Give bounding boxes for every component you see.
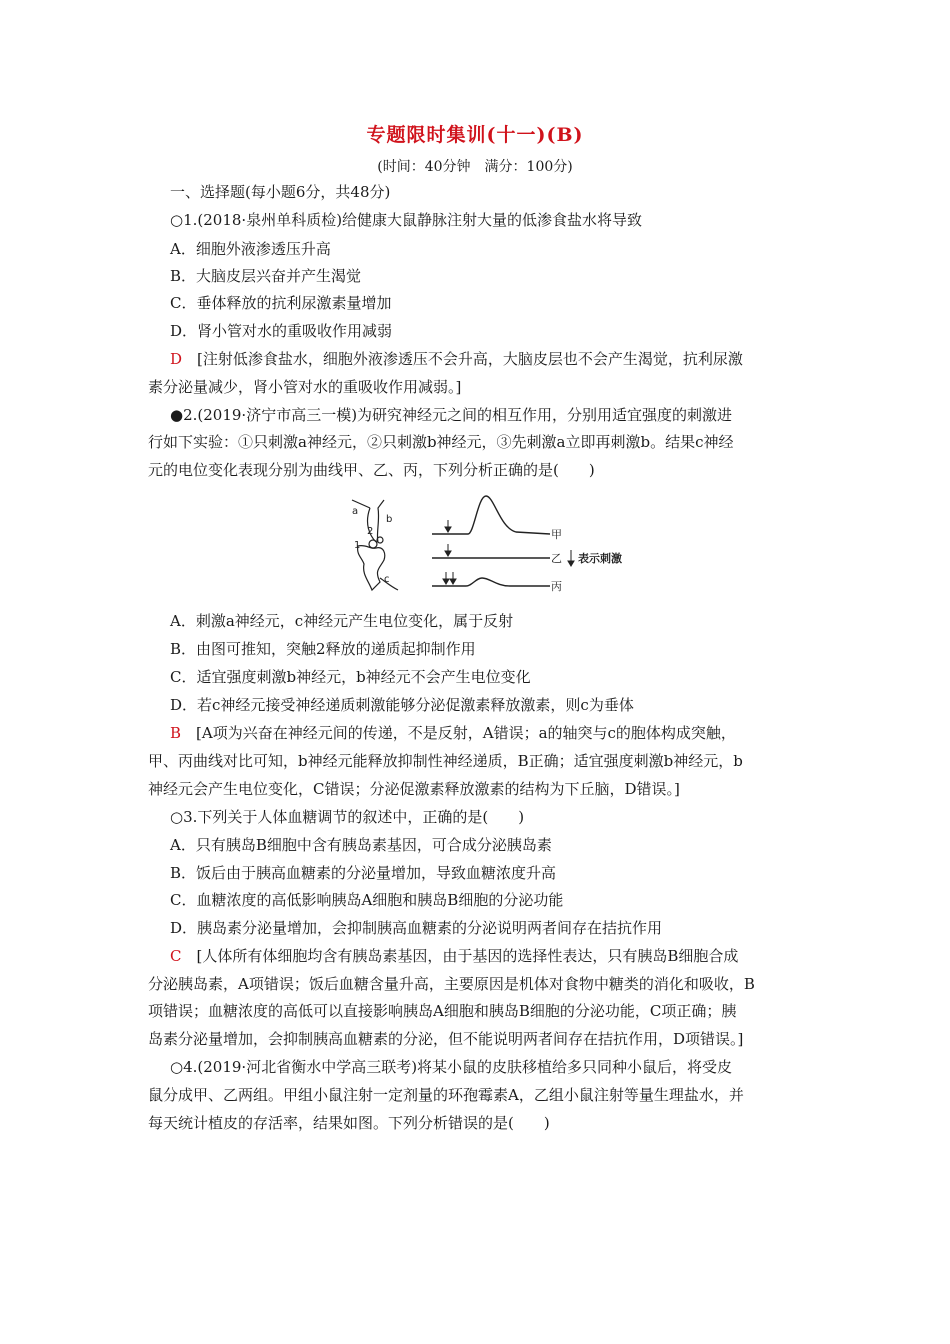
q2-option-c: C．适宜强度刺激b神经元，b神经元不会产生电位变化: [170, 668, 531, 686]
q2-option-d: D．若c神经元接受神经递质刺激能够分泌促激素释放激素，则c为垂体: [170, 696, 634, 714]
q2-explanation-line: [A项为兴奋在神经元间的传递，不是反射，A错误；a的轴突与c的胞体构成突触，: [196, 724, 736, 742]
q2-option-b: B．由图可推知，突触2释放的递质起抑制作用: [170, 640, 476, 658]
label-b: b: [386, 514, 393, 525]
q3-explanation-line: 分泌胰岛素，A项错误；饭后血糖含量升高，主要原因是机体对食物中糖类的消化和吸收，B: [148, 975, 755, 993]
curve-label-yi: 乙: [551, 552, 562, 565]
q1-option-c: C．垂体释放的抗利尿激素量增加: [170, 294, 392, 312]
page-subtitle: (时间：40分钟 满分：100分): [377, 159, 573, 175]
page-title: 专题限时集训(十一)(B): [366, 124, 584, 146]
stimulus-legend: 表示刺激: [578, 552, 622, 565]
q1-answer-letter: D: [170, 350, 183, 368]
section-heading: 一、选择题(每小题6分，共48分): [170, 183, 391, 201]
q2-option-a: A．刺激a神经元，c神经元产生电位变化，属于反射: [170, 612, 514, 630]
curve-label-bing: 丙: [551, 580, 562, 593]
q1-answer: [170, 350, 743, 368]
q3-option-d: D．胰岛素分泌量增加，会抑制胰高血糖素的分泌说明两者间存在拮抗作用: [170, 919, 663, 937]
q4-stem-line: 鼠分成甲、乙两组。甲组小鼠注射一定剂量的环孢霉素A，乙组小鼠注射等量生理盐水，并: [148, 1086, 744, 1104]
q2-explanation-line: 甲、丙曲线对比可知，b神经元能释放抑制性神经递质，B正确；适宜强度刺激b神经元，b: [148, 752, 743, 770]
q2-explanation-line: 神经元会产生电位变化，C错误；分泌促激素释放激素的结构为下丘脑，D错误。]: [148, 780, 680, 798]
q3-explanation-line: [人体所有体细胞均含有胰岛素基因，由于基因的选择性表达，只有胰岛B细胞合成: [196, 947, 739, 965]
q1-option-b: B．大脑皮层兴奋并产生渴觉: [170, 267, 362, 285]
q2-stem-line: ●2.(2019·济宁市高三一模)为研究神经元之间的相互作用，分别用适宜强度的刺激进: [170, 406, 733, 424]
q3-option-c: C．血糖浓度的高低影响胰岛A细胞和胰岛B细胞的分泌功能: [170, 891, 564, 909]
label-1: 1: [354, 540, 361, 551]
q2-stem-line: 元的电位变化表现分别为曲线甲、乙、丙，下列分析正确的是( ): [148, 461, 595, 479]
q3-explanation-line: 项错误；血糖浓度的高低可以直接影响胰岛A细胞和胰岛B细胞的分泌功能，C项正确；胰: [148, 1002, 737, 1020]
q1-explanation-line: 素分泌量减少，肾小管对水的重吸收作用减弱。]: [148, 378, 462, 396]
q3-explanation-line: 岛素分泌量增加，会抑制胰高血糖素的分泌，但不能说明两者间存在拮抗作用，D项错误。]: [148, 1030, 744, 1048]
label-2: 2: [367, 526, 374, 537]
q1-stem: ○1.(2018·泉州单科质检)给健康大鼠静脉注射大量的低渗食盐水将导致: [170, 211, 643, 229]
q2-stem-line: 行如下实验：①只刺激a神经元，②只刺激b神经元，③先刺激a立即再刺激b。结果c神经: [148, 433, 734, 451]
neuron-diagram: [340, 494, 650, 604]
q4-stem-line: ○4.(2019·河北省衡水中学高三联考)将某小鼠的皮肤移植给多只同种小鼠后，将受皮: [170, 1058, 733, 1076]
q3-option-b: B．饭后由于胰高血糖素的分泌量增加，导致血糖浓度升高: [170, 864, 557, 882]
label-c: c: [384, 574, 390, 585]
label-a: a: [352, 506, 359, 517]
curve-label-jia: 甲: [551, 528, 562, 541]
q4-stem-line: 每天统计植皮的存活率，结果如图。下列分析错误的是( ): [148, 1114, 550, 1132]
q2-answer-letter: B: [170, 724, 182, 742]
q1-option-a: A．细胞外液渗透压升高: [170, 240, 331, 258]
q3-option-a: A．只有胰岛B细胞中含有胰岛素基因，可合成分泌胰岛素: [170, 836, 552, 854]
q3-stem: ○3.下列关于人体血糖调节的叙述中，正确的是( ): [170, 808, 525, 826]
q2-answer: [170, 724, 736, 742]
q1-explanation-line: [注射低渗食盐水，细胞外液渗透压不会升高，大脑皮层也不会产生渴觉，抗利尿激: [197, 350, 743, 368]
q3-answer: [170, 947, 738, 965]
q1-option-d: D．肾小管对水的重吸收作用减弱: [170, 322, 393, 340]
q3-answer-letter: C: [170, 947, 182, 965]
